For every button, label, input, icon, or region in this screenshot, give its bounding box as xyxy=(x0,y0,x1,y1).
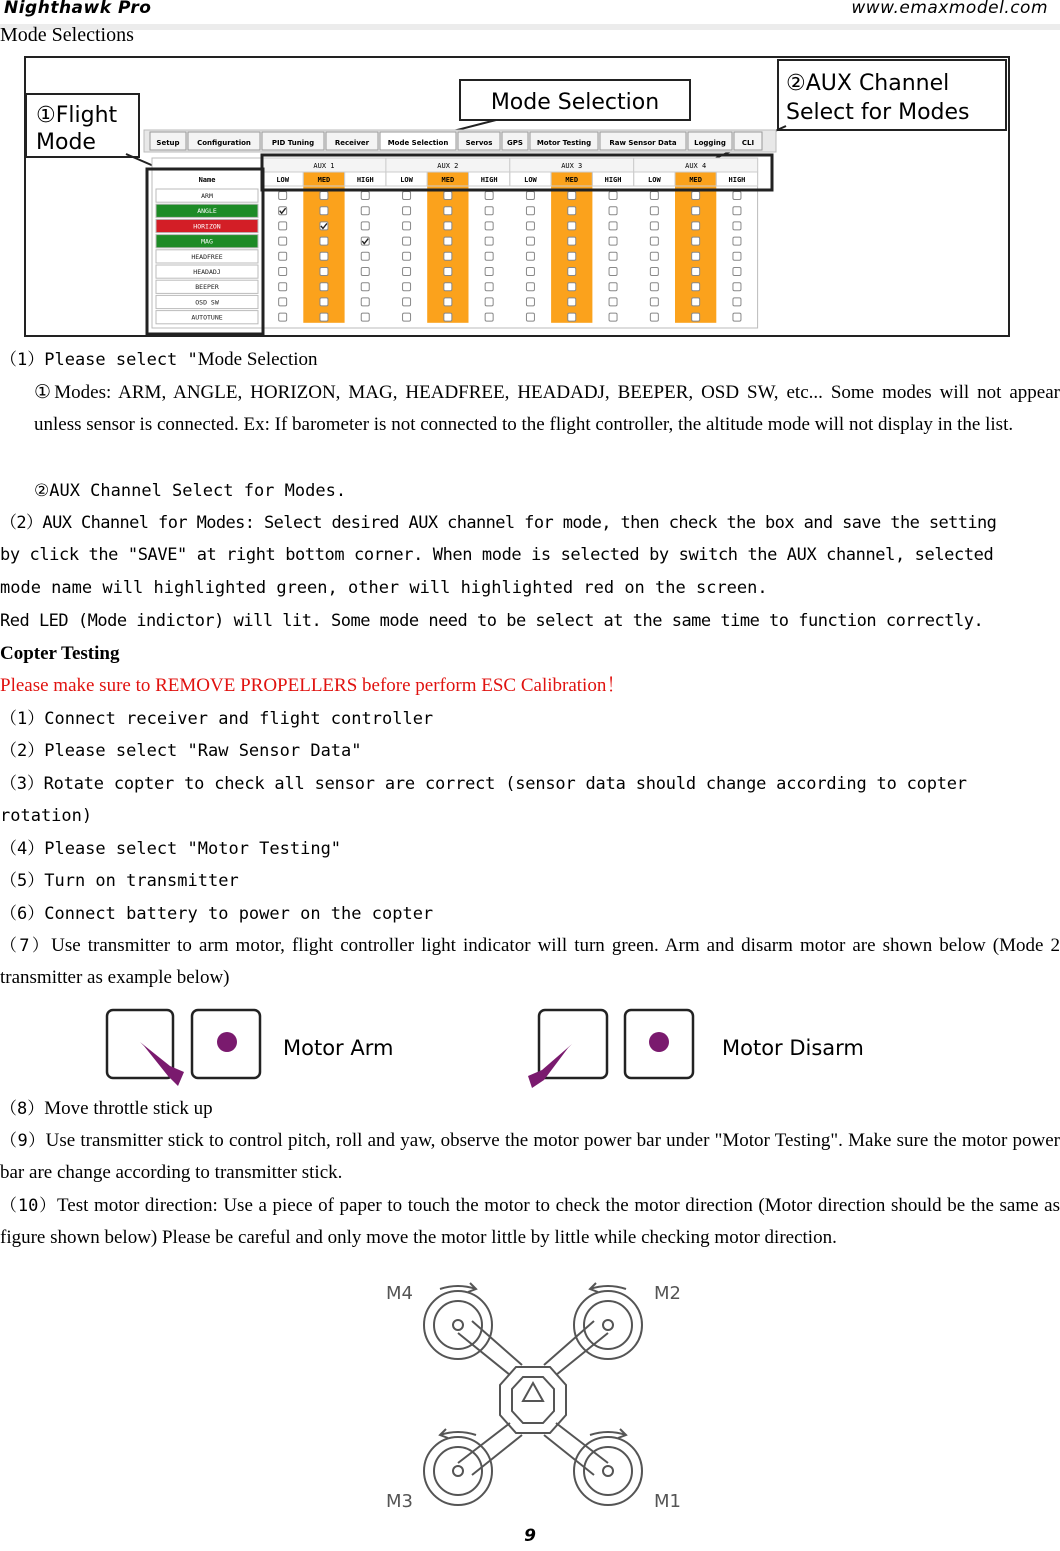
mode-checkbox[interactable] xyxy=(650,237,658,245)
mode-checkbox[interactable] xyxy=(485,252,493,260)
mode-checkbox[interactable] xyxy=(320,313,328,321)
mode-checkbox[interactable] xyxy=(361,268,369,276)
motor-arm-diagram xyxy=(107,1010,393,1086)
test-step-8: （8）Move throttle stick up xyxy=(0,1098,213,1119)
mode-checkbox[interactable] xyxy=(609,283,617,291)
mode-checkbox[interactable] xyxy=(444,222,452,230)
mode-checkbox[interactable] xyxy=(692,207,700,215)
mode-checkbox[interactable] xyxy=(568,207,576,215)
header-rule xyxy=(0,24,1060,30)
level-header: MED xyxy=(441,176,455,184)
mode-checkbox[interactable] xyxy=(320,192,328,200)
mode-name: OSD SW xyxy=(195,298,219,307)
mode-checkbox[interactable] xyxy=(320,207,328,215)
tab-label: Logging xyxy=(694,139,726,147)
name-header: Name xyxy=(198,176,216,184)
mode-checkbox[interactable] xyxy=(485,207,493,215)
mode-step-2-line2: by click the "SAVE" at right bottom corner. When mode is selected by switch the AUX channel, selected xyxy=(0,545,994,565)
mode-checkbox[interactable] xyxy=(733,283,741,291)
mode-selection-screenshot xyxy=(24,56,1010,337)
motor-label-m3: M3 xyxy=(386,1491,413,1512)
tab-label: Receiver xyxy=(334,139,370,147)
level-header: LOW xyxy=(400,176,413,184)
mode-checkbox[interactable] xyxy=(526,268,534,276)
tab-label: Motor Testing xyxy=(536,139,592,147)
mode-checkbox[interactable] xyxy=(733,252,741,260)
level-header: HIGH xyxy=(480,176,498,184)
mode-checkbox[interactable] xyxy=(403,207,411,215)
mode-checkbox[interactable] xyxy=(403,222,411,230)
mode-name: ARM xyxy=(201,192,213,200)
mode-checkbox[interactable] xyxy=(279,298,287,306)
mode-checkbox[interactable] xyxy=(444,252,452,260)
motor-disarm-label: Motor Disarm xyxy=(722,1036,864,1060)
level-header: MED xyxy=(565,176,579,184)
level-header: HIGH xyxy=(728,176,746,184)
tab-label: Configuration xyxy=(197,139,251,147)
motor-label-m2: M2 xyxy=(654,1283,681,1304)
mode-name: HEADADJ xyxy=(193,268,221,276)
mode-checkbox[interactable] xyxy=(444,207,452,215)
mode-checkbox[interactable] xyxy=(609,298,617,306)
mode-checkbox[interactable] xyxy=(650,298,658,306)
mode-checkbox[interactable] xyxy=(279,192,287,200)
level-header: MED xyxy=(689,176,702,184)
test-step-3-line1: （3）Rotate copter to check all sensor are correct (sensor data should change according to copter xyxy=(0,774,967,794)
test-step-4: （4）Please select "Motor Testing" xyxy=(0,839,342,859)
brand-name: Nighthawk Pro xyxy=(4,0,152,18)
mode-checkbox[interactable] xyxy=(650,207,658,215)
mode-checkbox[interactable] xyxy=(403,268,411,276)
tab-label: Setup xyxy=(156,139,180,147)
mode-checkbox[interactable] xyxy=(692,222,700,230)
mode-checkbox[interactable] xyxy=(526,207,534,215)
website-url: www.emaxmodel.com xyxy=(851,0,1048,18)
mode-checkbox[interactable] xyxy=(279,268,287,276)
mode-checkbox[interactable] xyxy=(609,237,617,245)
mode-checkbox[interactable] xyxy=(361,192,369,200)
mode-checkbox[interactable] xyxy=(361,298,369,306)
aux-header: AUX 1 xyxy=(313,162,335,170)
level-header: LOW xyxy=(648,176,661,184)
level-header: HIGH xyxy=(604,176,622,184)
mode-checkbox[interactable] xyxy=(650,192,658,200)
mode-checkbox[interactable] xyxy=(609,252,617,260)
motor-arm-label: Motor Arm xyxy=(283,1036,394,1060)
mode-checkbox[interactable] xyxy=(692,283,700,291)
test-step-1: （1）Connect receiver and flight controller xyxy=(0,709,434,729)
tab-label: Mode Selection xyxy=(387,139,449,147)
level-header: LOW xyxy=(276,176,289,184)
mode-name: HORIZON xyxy=(193,222,221,231)
mode-checkbox[interactable] xyxy=(320,252,328,260)
mode-checkbox[interactable] xyxy=(526,192,534,200)
mode-checkbox[interactable] xyxy=(444,283,452,291)
mode-checkbox[interactable] xyxy=(279,222,287,230)
mode-checkbox[interactable] xyxy=(650,268,658,276)
tab-label: GPS xyxy=(507,139,523,147)
mode-checkbox[interactable] xyxy=(568,222,576,230)
page-header xyxy=(0,0,1060,30)
mode-checkbox[interactable] xyxy=(485,237,493,245)
mode-checkbox[interactable] xyxy=(526,252,534,260)
mode-checkbox[interactable] xyxy=(650,252,658,260)
mode-checkbox[interactable] xyxy=(733,207,741,215)
mode-name: HEADFREE xyxy=(191,252,223,261)
mode-checkbox[interactable] xyxy=(568,283,576,291)
level-header: MED xyxy=(317,176,331,184)
motor-direction-diagram xyxy=(380,1275,700,1525)
mode-checkbox[interactable] xyxy=(444,192,452,200)
mode-checkbox[interactable] xyxy=(279,252,287,260)
mode-checkbox[interactable] xyxy=(361,283,369,291)
test-step-10: （10）Test motor direction: Use a piece of paper to touch the motor to check the motor direction (Motor direction should be the same as figure shown below) Please be careful and only move the motor little by little while checking motor direction. xyxy=(0,1195,1060,1248)
mode-checkbox[interactable] xyxy=(568,268,576,276)
motor-label-m4: M4 xyxy=(386,1283,413,1304)
test-step-7: （7）Use transmitter to arm motor, flight controller light indicator will turn green. Arm and disarm motor are shown below (Mode 2 transmitter as example below) xyxy=(0,935,1060,988)
mode-checkbox[interactable] xyxy=(526,222,534,230)
mode-checkbox[interactable] xyxy=(485,298,493,306)
mode-checkbox[interactable] xyxy=(609,192,617,200)
mode-checkbox[interactable] xyxy=(361,222,369,230)
tab-label: CLI xyxy=(741,139,755,147)
section-title-mode-selections: Mode Selections xyxy=(0,24,134,46)
test-step-6: （6）Connect battery to power on the copter xyxy=(0,904,434,924)
mode-checkbox[interactable] xyxy=(692,252,700,260)
motor-label-m1: M1 xyxy=(654,1491,681,1512)
mode-checkbox[interactable] xyxy=(692,237,700,245)
mode-checkbox[interactable] xyxy=(361,252,369,260)
mode-checkbox[interactable] xyxy=(568,252,576,260)
mode-checkbox[interactable] xyxy=(568,298,576,306)
mode-checkbox[interactable] xyxy=(526,313,534,321)
mode-checkbox[interactable] xyxy=(403,283,411,291)
copter-testing-title: Copter Testing xyxy=(0,643,120,664)
mode-checkbox[interactable] xyxy=(403,192,411,200)
mode-step-2-line1: （2）AUX Channel for Modes: Select desired AUX channel for mode, then check the box and save the setting xyxy=(0,513,997,533)
mode-checkbox[interactable] xyxy=(609,222,617,230)
level-header: HIGH xyxy=(356,176,374,184)
mode-step-1: （1）Please select "Mode Selection xyxy=(0,349,318,370)
tab-bar xyxy=(144,130,776,152)
mode-checkbox[interactable] xyxy=(361,207,369,215)
tab-label: PID Tuning xyxy=(271,139,315,147)
mode-checkbox[interactable] xyxy=(692,192,700,200)
mode-checkbox[interactable] xyxy=(320,298,328,306)
aux-header: AUX 4 xyxy=(685,162,707,170)
mode-checkbox[interactable] xyxy=(279,237,287,245)
mode-checkbox[interactable] xyxy=(733,192,741,200)
mode-checkbox[interactable] xyxy=(526,237,534,245)
mode-checkbox[interactable] xyxy=(485,222,493,230)
mode-checkbox[interactable] xyxy=(485,283,493,291)
callout-mode-selection: Mode Selection xyxy=(490,90,660,115)
tab-label: Raw Sensor Data xyxy=(609,139,677,147)
right-stick-dot-icon xyxy=(217,1032,237,1052)
mode-checkbox[interactable] xyxy=(650,283,658,291)
mode-checkbox[interactable] xyxy=(320,283,328,291)
callout-aux-line1: ②AUX Channel xyxy=(786,71,950,96)
right-stick-dot-disarm-icon xyxy=(649,1032,669,1052)
mode-checkbox[interactable] xyxy=(403,298,411,306)
mode-checkbox[interactable] xyxy=(692,313,700,321)
mode-checkbox[interactable] xyxy=(485,192,493,200)
mode-step-2-line4: Red LED (Mode indictor) will lit. Some mode need to be select at the same time to function correctly. xyxy=(0,611,984,631)
mode-table xyxy=(152,158,758,328)
callout-aux-line2: Select for Modes xyxy=(786,100,970,125)
mode-name: ANGLE xyxy=(197,207,217,216)
mode-checkbox[interactable] xyxy=(568,192,576,200)
mode-checkbox[interactable] xyxy=(320,237,328,245)
tab-label: Servos xyxy=(465,139,493,147)
mode-checkbox[interactable] xyxy=(609,313,617,321)
page-number: 9 xyxy=(524,1526,536,1546)
mode-checkbox[interactable] xyxy=(444,298,452,306)
mode-checkbox[interactable] xyxy=(692,298,700,306)
level-header: LOW xyxy=(524,176,537,184)
mode-item-2: ②AUX Channel Select for Modes. xyxy=(34,481,347,501)
test-step-9: （9）Use transmitter stick to control pitch, roll and yaw, observe the motor power bar under "Motor Testing". Make sure the motor power bar are change according to transmitter stick. xyxy=(0,1130,1060,1183)
mode-checkbox[interactable] xyxy=(650,222,658,230)
motor-disarm-diagram xyxy=(528,1010,864,1088)
callout-flight-mode-line2: Mode xyxy=(36,130,96,155)
mode-checkbox[interactable] xyxy=(361,313,369,321)
test-step-5: （5）Turn on transmitter xyxy=(0,871,239,891)
aux-header: AUX 2 xyxy=(437,162,459,170)
mode-step-2-line3: mode name will highlighted green, other will highlighted red on the screen. xyxy=(0,578,768,598)
mode-checkbox[interactable] xyxy=(444,268,452,276)
mode-checkbox[interactable] xyxy=(733,222,741,230)
aux-header: AUX 3 xyxy=(561,162,583,170)
mode-checkbox[interactable] xyxy=(444,237,452,245)
screenshot-figure xyxy=(26,58,1008,335)
mode-name: BEEPER xyxy=(195,283,219,292)
mode-checkbox[interactable] xyxy=(568,313,576,321)
mode-checkbox[interactable] xyxy=(279,283,287,291)
mode-checkbox[interactable] xyxy=(485,268,493,276)
propeller-warning: Please make sure to REMOVE PROPELLERS before perform ESC Calibration！ xyxy=(0,675,626,696)
mode-name: MAG xyxy=(201,237,213,246)
mode-item-1: ①Modes: ARM, ANGLE, HORIZON, MAG, HEADFREE, HEADADJ, BEEPER, OSD SW, etc... Some modes will not appear unless sensor is connected. Ex: If barometer is not connected to the flight controller, the altitude mode will not display in the list. xyxy=(34,382,1060,435)
mode-checkbox[interactable] xyxy=(609,268,617,276)
test-step-2: （2）Please select "Raw Sensor Data" xyxy=(0,741,362,761)
mode-checkbox[interactable] xyxy=(526,283,534,291)
mode-checkbox[interactable] xyxy=(609,207,617,215)
mode-checkbox[interactable] xyxy=(733,268,741,276)
mode-checkbox[interactable] xyxy=(733,298,741,306)
mode-checkbox[interactable] xyxy=(650,313,658,321)
mode-name: AUTOTUNE xyxy=(191,313,223,322)
callout-flight-mode-line1: ①Flight xyxy=(36,103,118,128)
test-step-3-line2: rotation) xyxy=(0,806,93,826)
mode-checkbox[interactable] xyxy=(403,237,411,245)
mode-checkbox[interactable] xyxy=(485,313,493,321)
mode-checkbox[interactable] xyxy=(320,268,328,276)
mode-checkbox[interactable] xyxy=(692,268,700,276)
mode-checkbox[interactable] xyxy=(403,252,411,260)
mode-checkbox[interactable] xyxy=(733,237,741,245)
mode-checkbox[interactable] xyxy=(526,298,534,306)
mode-checkbox[interactable] xyxy=(444,313,452,321)
mode-checkbox[interactable] xyxy=(279,313,287,321)
arm-disarm-figure xyxy=(0,1000,1060,1092)
mode-checkbox[interactable] xyxy=(403,313,411,321)
mode-checkbox[interactable] xyxy=(568,237,576,245)
mode-checkbox[interactable] xyxy=(733,313,741,321)
